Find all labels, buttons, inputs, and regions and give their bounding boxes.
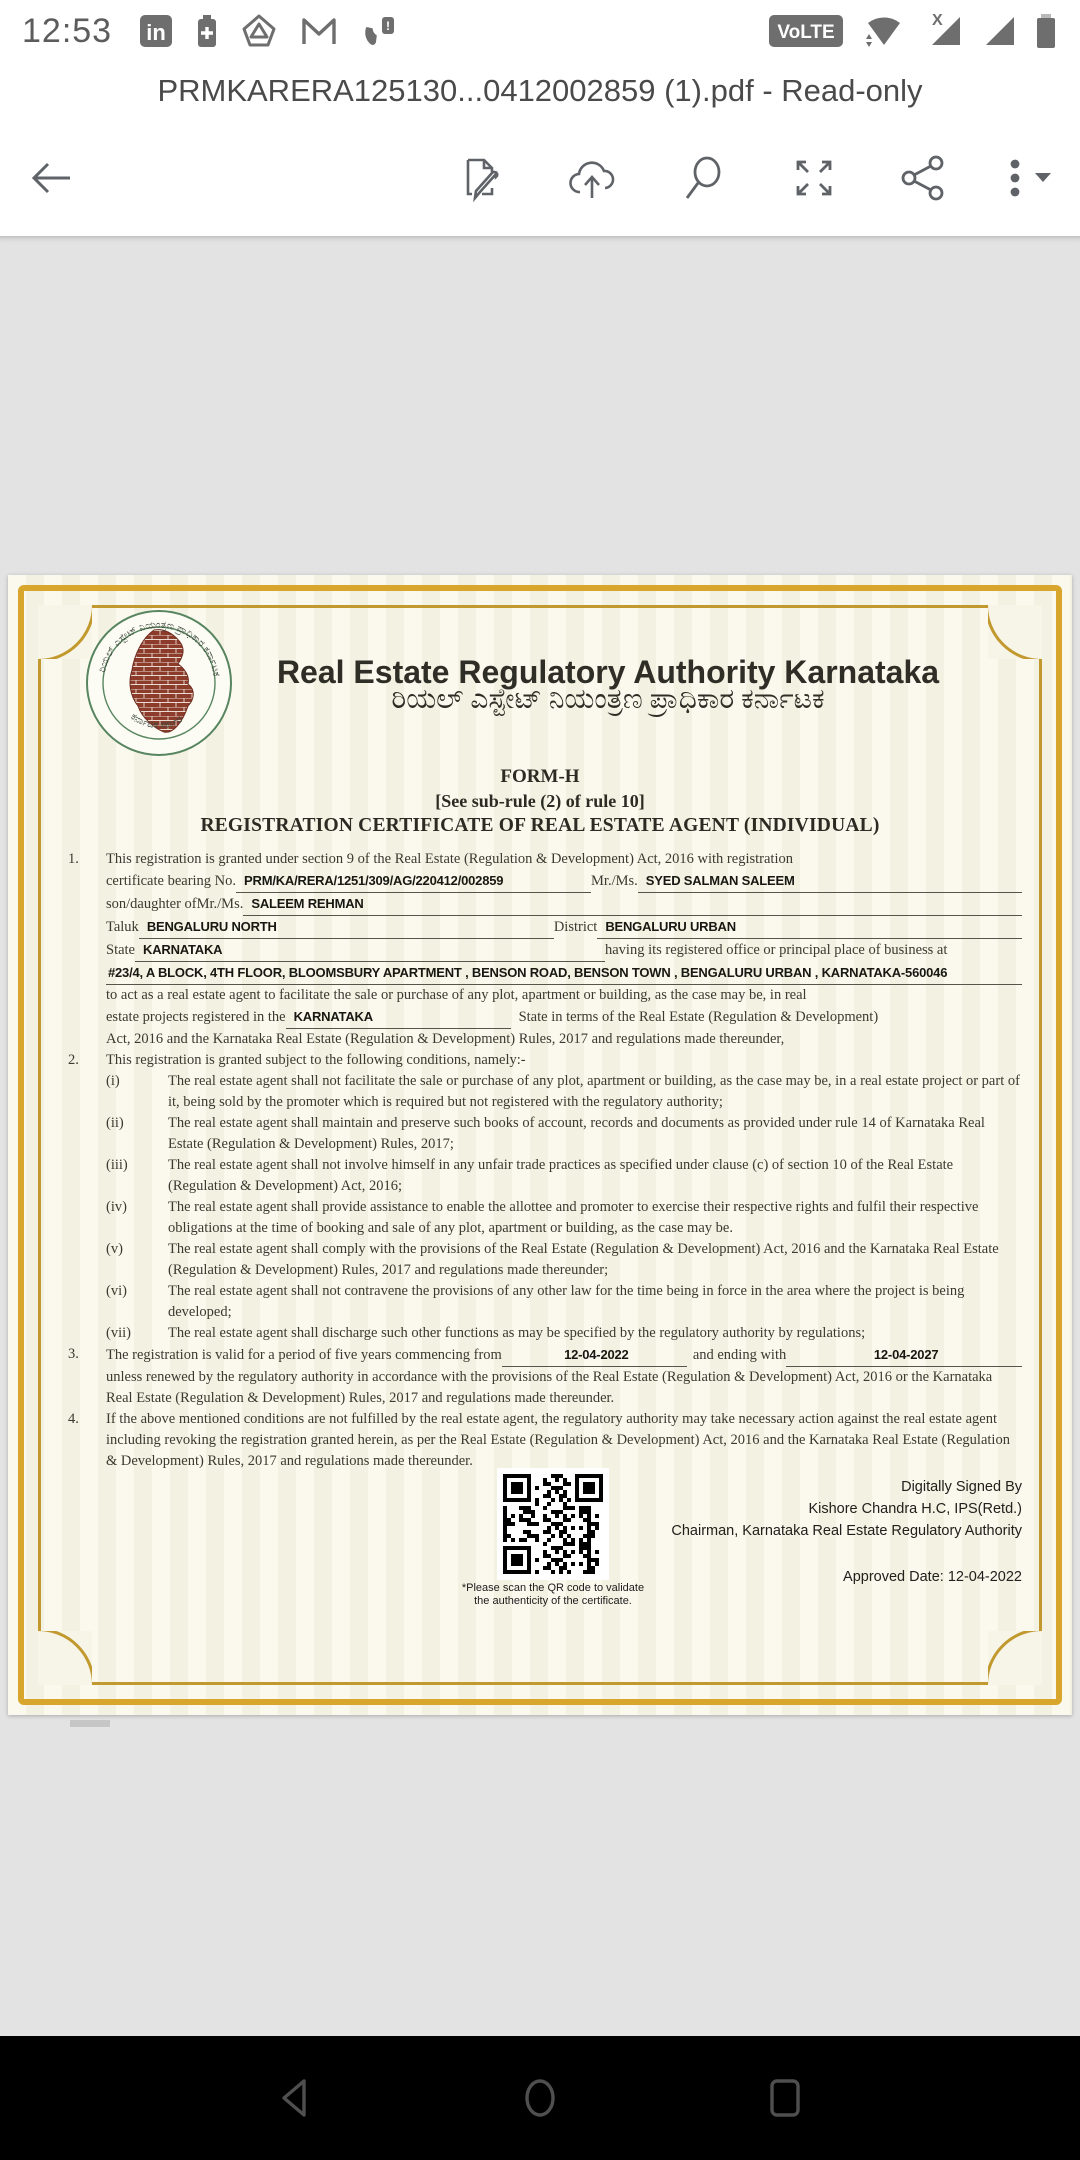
label-projects: estate projects registered in the bbox=[106, 1009, 286, 1025]
nav-recents-button[interactable] bbox=[750, 2063, 820, 2133]
signature-line1: Digitally Signed By bbox=[901, 1479, 1022, 1495]
form-subtitle: [See sub-rule (2) of rule 10] bbox=[435, 791, 645, 811]
condition-iv: (iv) The real estate agent shall provide assistance to enable the allottee and promoter to exercise their respective rights and fulfil their respective obligations at the time of booking and sale of any plot, apartment or building, as the case may be. bbox=[106, 1199, 979, 1236]
qr-code bbox=[497, 1468, 609, 1580]
condition-i: (i) The real estate agent shall not facilitate the sale or purchase of any plot, apartment or building, as the case may be, in a real estate project or part of it, being sold by the promoter which is required but not registered with the regulatory authority; bbox=[106, 1073, 1020, 1110]
signature-block bbox=[671, 1476, 1022, 1588]
clause-4 bbox=[58, 1409, 1022, 1472]
volte-indicator bbox=[768, 11, 844, 51]
condition-ii: (ii) The real estate agent shall maintain and preserve such books of account, records and documents as provided under rule 14 of Karnataka Real Estate (Regulation & Development) Rules, 2017; bbox=[106, 1115, 985, 1152]
value-district: BENGALURU URBAN bbox=[597, 916, 1022, 939]
signal-sim2-icon bbox=[982, 11, 1020, 51]
authority-name: Real Estate Regulatory Authority Karnataka bbox=[276, 654, 940, 690]
label-name: Mr./Ms. bbox=[591, 873, 638, 889]
svg-text:VoLTE: VoLTE bbox=[777, 22, 835, 43]
next-page-edge bbox=[70, 1720, 110, 1727]
battery-saver-notification-icon bbox=[196, 13, 218, 49]
clause-number: 2. bbox=[68, 1052, 79, 1068]
clause-2 bbox=[58, 1050, 1022, 1344]
label-valid-from: The registration is valid for a period of five years commencing from bbox=[106, 1347, 502, 1363]
value-valid-from: 12-04-2022 bbox=[502, 1344, 687, 1367]
value-agent-name: SYED SALMAN SALEEM bbox=[638, 870, 1022, 893]
certificate-footer bbox=[58, 1474, 1022, 1624]
svg-text:in: in bbox=[146, 20, 166, 45]
svg-text:ಕರ್ನಾಟಕ ಸರ್ಕಾರ: ಕರ್ನಾಟಕ ಸರ್ಕಾರ bbox=[128, 710, 185, 731]
clause3-rest: unless renewed by the regulatory authority in accordance with the provisions of the Real Estate (Regulation & Development) Act, 2016 or the Karnataka Real Estate (Regulation & Development) Rules, 2017 and regulations made thereunder. bbox=[106, 1369, 993, 1406]
clause-1 bbox=[58, 849, 1022, 1050]
label-state: State bbox=[106, 942, 135, 958]
nav-back-button[interactable] bbox=[260, 2063, 330, 2133]
label-terms: State in terms of the Real Estate (Regulation & Development) bbox=[518, 1009, 879, 1025]
clause1-last-line: Act, 2016 and the Karnataka Real Estate (Regulation & Development) Rules, 2017 and regulations made thereunder, bbox=[106, 1031, 785, 1047]
clock: 12:53 bbox=[22, 11, 113, 50]
form-title: FORM-H bbox=[500, 766, 580, 787]
status-bar bbox=[0, 0, 1080, 62]
condition-v: (v) The real estate agent shall comply with the provisions of the Real Estate (Regulation & Development) Act, 2016 and the Karnataka Real Estate (Regulation & Development) Rules, 2017 and regulations made thereunder; bbox=[106, 1241, 999, 1278]
search-button[interactable] bbox=[680, 154, 728, 202]
chevron-down-icon[interactable] bbox=[1032, 152, 1054, 205]
clause-3 bbox=[58, 1344, 1022, 1409]
label-taluk: Taluk bbox=[106, 919, 139, 935]
drive-notification-icon bbox=[240, 13, 278, 49]
gmail-notification-icon bbox=[300, 13, 338, 49]
clause1-line1: This registration is granted under section 9 of the Real Estate (Regulation & Development) Act, 2016 with registration bbox=[106, 851, 793, 867]
label-valid-to: and ending with bbox=[692, 1347, 787, 1363]
clause2-intro: This registration is granted subject to the following conditions, namely:- bbox=[106, 1052, 526, 1068]
label-office: having its registered office or principal place of business at bbox=[605, 942, 948, 958]
toolbar bbox=[0, 120, 1080, 236]
certificate-page bbox=[8, 575, 1072, 1715]
clause4-text: If the above mentioned conditions are not fulfilled by the real estate agent, the regulatory authority may take necessary action against the real estate agent including revoking the registration granted herein, as per the Real Estate (Regulation & Development) Act, 2016 and the Karnataka Real Estate (Regulation & Development) Rules, 2017 and regulations made thereunder. bbox=[106, 1411, 1010, 1469]
label-certificate-no: certificate bearing No. bbox=[106, 873, 237, 889]
svg-text:ರಿಯಲ್ ಎಸ್ಟೇಟ್ ನಿಯಂತ್ರಣ ಪ್ರಾಧಿಕ: ರಿಯಲ್ ಎಸ್ಟೇಟ್ ನಿಯಂತ್ರಣ ಪ್ರಾಧಿಕಾರ ಕರ್ನಾಟಕ bbox=[97, 619, 222, 677]
value-valid-to: 12-04-2027 bbox=[786, 1344, 1022, 1367]
svg-text:!: ! bbox=[386, 19, 391, 33]
value-parent-name: SALEEM REHMAN bbox=[243, 893, 1022, 916]
authority-name-kannada: ರಿಯಲ್ ಎಸ್ಟೇಟ್ ನಿಯಂತ್ರಣ ಪ್ರಾಧಿಕಾರ ಕರ್ನಾಟಕ bbox=[391, 684, 825, 715]
save-to-cloud-button[interactable] bbox=[566, 154, 618, 202]
value-business-address: #23/4, A BLOCK, 4TH FLOOR, BLOOMSBURY APARTMENT , BENSON ROAD, BENSON TOWN , BENGALURU URBAN , KARNATAKA-560046 bbox=[106, 962, 1022, 985]
document-title: PRMKARERA125130...0412002859 (1).pdf - Read-only bbox=[157, 73, 923, 108]
pdf-viewport[interactable] bbox=[0, 236, 1080, 2036]
clause-number: 4. bbox=[68, 1411, 79, 1427]
share-button[interactable] bbox=[900, 154, 946, 202]
svg-text:X: X bbox=[932, 12, 943, 29]
fullscreen-button[interactable] bbox=[790, 154, 838, 202]
clause-number: 3. bbox=[68, 1346, 79, 1362]
label-district: District bbox=[553, 919, 598, 935]
qr-block bbox=[438, 1468, 668, 1608]
clause-number: 1. bbox=[68, 851, 79, 867]
value-state: KARNATAKA bbox=[135, 939, 605, 962]
value-taluk: BENGALURU NORTH bbox=[139, 916, 554, 939]
missed-call-notification-icon bbox=[360, 13, 400, 49]
value-certificate-no: PRM/KA/RERA/1251/309/AG/220412/002859 bbox=[236, 870, 591, 893]
value-projects-state: KARNATAKA bbox=[286, 1006, 511, 1029]
wifi-icon bbox=[858, 11, 910, 51]
label-parent: son/daughter ofMr./Ms. bbox=[106, 896, 244, 912]
signatory-title: Chairman, Karnataka Real Estate Regulatory Authority bbox=[671, 1523, 1022, 1539]
rera-karnataka-seal bbox=[84, 608, 234, 765]
signatory-name: Kishore Chandra H.C, IPS(Retd.) bbox=[808, 1501, 1022, 1517]
form-heading-block bbox=[58, 765, 1022, 839]
certificate-header bbox=[58, 615, 1022, 757]
back-button[interactable] bbox=[26, 156, 96, 200]
nav-home-button[interactable] bbox=[505, 2063, 575, 2133]
form-heading: REGISTRATION CERTIFICATE OF REAL ESTATE AGENT (INDIVIDUAL) bbox=[200, 815, 880, 836]
clause1-agent-line: to act as a real estate agent to facilitate the sale or purchase of any plot, apartment or building, as the case may be, in real bbox=[106, 987, 807, 1003]
battery-status-icon bbox=[1034, 11, 1058, 51]
condition-iii: (iii) The real estate agent shall not involve himself in any unfair trade practices as specified under clause (c) of section 10 of the Real Estate (Regulation & Development) Act, 2016; bbox=[106, 1157, 954, 1194]
document-title-bar bbox=[0, 62, 1080, 120]
android-navigation-bar bbox=[0, 2036, 1080, 2160]
approved-date: Approved Date: 12-04-2022 bbox=[843, 1569, 1022, 1585]
condition-vii: (vii) The real estate agent shall discharge such other functions as may be specified by the regulatory authority by regulations; bbox=[106, 1325, 866, 1341]
linkedin-notification-icon bbox=[138, 13, 174, 49]
signal-sim1-no-service-icon bbox=[924, 11, 968, 51]
more-options-button[interactable] bbox=[1008, 154, 1022, 202]
qr-caption: *Please scan the QR code to validate the authenticity of the certificate. bbox=[461, 1582, 645, 1607]
condition-vi: (vi) The real estate agent shall not contravene the provisions of any other law for the time being in force in the area where the project is being developed; bbox=[106, 1283, 965, 1320]
edit-document-button[interactable] bbox=[456, 154, 504, 202]
